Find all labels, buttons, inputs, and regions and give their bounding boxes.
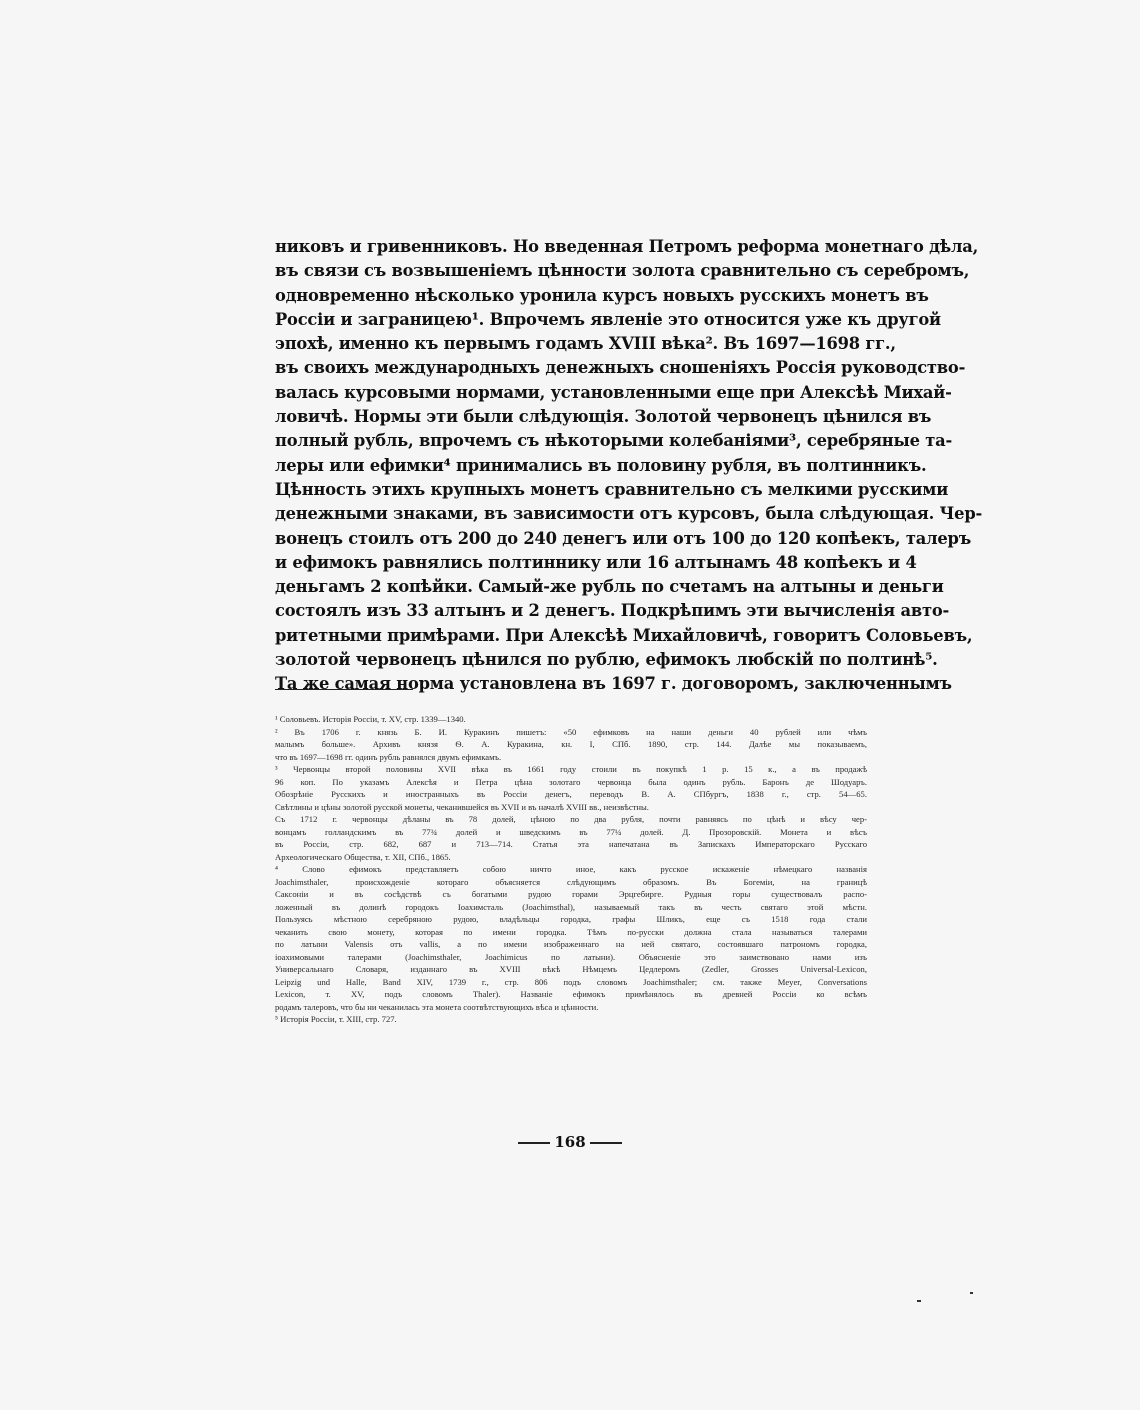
- footnote-line: Археологическаго Общества, т. XII, СПб., 1865.: [275, 851, 451, 862]
- text-line: эпохѣ, именно къ первымъ годамъ XVIII вѣка². Въ 1697—1698 гг.,: [275, 334, 896, 354]
- text-line: Цѣнность этихъ крупныхъ монетъ сравнительно съ мелкими русскими: [275, 479, 949, 499]
- footnote-line: вонцамъ голландскимъ въ 77¾ долей и шведскимъ въ 77¼ долей. Д. Прозоровскій. Монета и вѣсъ: [275, 826, 867, 837]
- text-line: ритетными примѣрами. При Алексѣѣ Михайловичѣ, говоритъ Соловьевъ,: [275, 625, 973, 645]
- footnote-line: ⁵ Исторія Россіи, т. XIII, стр. 727.: [275, 1014, 397, 1024]
- text-line: Та же самая норма установлена въ 1697 г. договоромъ, заключеннымъ: [275, 674, 952, 694]
- footnote-3: [275, 763, 867, 863]
- scan-speck: [970, 1292, 973, 1294]
- footnote-line: Саксоніи и въ сосѣдствѣ съ богатыми рудою горами Эрцгебирге. Рудныя горы существовалъ распо-: [275, 889, 867, 899]
- footnote-line: ² Въ 1706 г. князь Б. И. Куракинъ пишетъ: «50 ефимковъ на наши деньги 40 рублей или чѣмъ: [275, 726, 867, 737]
- text-line: полный рубль, впрочемъ съ нѣкоторыми колебаніями³, серебряные та-: [275, 431, 953, 451]
- footnotes: [275, 713, 867, 1026]
- footnote-line: чеканить свою монету, которая по имени городка. Тѣмъ по-русски должна стала называться талерами: [275, 926, 867, 937]
- footnote-separator: [275, 689, 413, 690]
- footnote-line: что въ 1697—1698 гг. одинъ рубль равнялся двумъ ефимкамъ.: [275, 751, 502, 762]
- footnote-line: Lexicon, т. XV, подъ словомъ Thaler). Названіе ефимокъ примѣнялось въ древней Россіи ко всѣмъ: [275, 989, 867, 999]
- footnote-line: Joachimsthaler, происхожденіе котораго объясняется слѣдующимъ образомъ. Въ Богеміи, на границѣ: [275, 876, 867, 887]
- footnote-line: 96 коп. По указамъ Алексѣя и Петра цѣна золотаго червонца была одинъ рубль. Баронъ де Шодуаръ.: [275, 776, 867, 787]
- dash-right: [590, 1142, 622, 1144]
- footnote-line: Leipzig und Halle, Band XIV, 1739 г., стр. 806 подъ словомъ Joachimsthaler; см. также Meyer, Conversations: [275, 976, 867, 987]
- dash-left: [518, 1142, 550, 1144]
- footnote-line: іоахимовыми талерами (Joachimsthaler, Joachimicus по латыни). Объясненіе это заимствовано нами изъ: [275, 951, 867, 962]
- text-line: денежными знаками, въ зависимости отъ курсовъ, была слѣдующая. Чер-: [275, 504, 983, 524]
- text-line: вонецъ стоилъ отъ 200 до 240 денегъ или отъ 100 до 120 копѣекъ, талеръ: [275, 528, 971, 548]
- text-line: въ своихъ международныхъ денежныхъ сношеніяхъ Россія руководство-: [275, 358, 966, 378]
- text-line: ловичѣ. Нормы эти были слѣдующія. Золотой червонецъ цѣнился въ: [275, 407, 932, 427]
- text-line: состоялъ изъ 33 алтынъ и 2 денегъ. Подкрѣпимъ эти вычисленія авто-: [275, 601, 950, 621]
- footnote-line: Съ 1712 г. червонцы дѣланы въ 78 долей, цѣною по два рубля, почти равняясь по цѣнѣ и вѣсу чер-: [275, 814, 867, 824]
- main-text: [275, 235, 983, 697]
- scan-speck: [917, 1300, 921, 1302]
- footnote-2: [275, 726, 867, 764]
- text-line: золотой червонецъ цѣнился по рублю, ефимокъ любскій по полтинѣ⁵.: [275, 650, 938, 670]
- text-line: Россіи и заграницею¹. Впрочемъ явленіе это относится уже къ другой: [275, 309, 941, 329]
- text-line: леры или ефимки⁴ принимались въ половину рубля, въ полтинникъ.: [275, 455, 927, 475]
- footnote-line: ⁴ Слово ефимокъ представляетъ собою ничто иное, какъ русское искаженіе нѣмецкаго названія: [275, 864, 867, 874]
- footnote-line: Универсальнаго Словаря, изданнаго въ XVIII вѣкѣ Нѣмцемъ Цедлеромъ (Zedler, Grosses Universal-Lexicon,: [275, 964, 867, 974]
- footnote-line: родамъ талеровъ, что бы ни чеканилась эта монета соотвѣтствующихъ вѣса и цѣнности.: [275, 1001, 599, 1012]
- footnote-4: [275, 863, 867, 1013]
- footnote-line: ложенный въ долинѣ городокъ Іоахимсталь (Joachimsthal), называемый такъ въ честь святаго этой мѣстн.: [275, 901, 867, 912]
- footnote-line: Пользуясь мѣстною серебряною рудою, владѣльцы городка, графы Шликъ, еще съ 1518 года стали: [275, 914, 867, 924]
- page-number: [510, 1133, 630, 1151]
- text-line: въ связи съ возвышеніемъ цѣнности золота сравнительно съ серебромъ,: [275, 261, 970, 281]
- text-line: одновременно нѣсколько уронила курсъ новыхъ русскихъ монетъ въ: [275, 285, 929, 305]
- footnote-line: въ Россіи, стр. 682, 687 и 713—714. Статья эта напечатана въ Запискахъ Императорскаго Русскаго: [275, 839, 867, 849]
- footnote-1: [275, 713, 867, 726]
- footnote-line: по латыни Valensis отъ vallis, а по имени изображеннаго на ней святаго, состоявшаго патрономъ городка,: [275, 939, 867, 949]
- footnote-line: ³ Червонцы второй половины XVII вѣка въ 1661 году стоили въ покупкѣ 1 р. 15 к., а въ продажѣ: [275, 764, 867, 774]
- footnote-line: Обозрѣніе Русскихъ и иностранныхъ въ Россіи денегъ, переводъ В. А. СПбургъ, 1838 г., стр. 54—65.: [275, 789, 867, 799]
- page-number-value: 168: [554, 1133, 586, 1151]
- footnote-line: Свѣтлины и цѣны золотой русской монеты, чеканившейся въ XVII и въ началѣ XVIII вв., неизвѣстны.: [275, 801, 649, 812]
- text-line: деньгамъ 2 копѣйки. Самый-же рубль по счетамъ на алтыны и деньги: [275, 577, 944, 597]
- footnote-line: ¹ Соловьевъ. Исторія Россіи, т. XV, стр. 1339—1340.: [275, 714, 466, 724]
- text-line: валась курсовыми нормами, установленными еще при Алексѣѣ Михай-: [275, 382, 952, 402]
- footnote-5: [275, 1013, 867, 1026]
- text-line: и ефимокъ равнялись полтиннику или 16 алтынамъ 48 копѣекъ и 4: [275, 552, 917, 572]
- text-line: никовъ и гривенниковъ. Но введенная Петромъ реформа монетнаго дѣла,: [275, 237, 979, 256]
- footnote-line: малымъ больше». Архивъ князя Ѳ. А. Куракина, кн. I, СПб. 1890, стр. 144. Далѣе мы показываемъ,: [275, 739, 867, 749]
